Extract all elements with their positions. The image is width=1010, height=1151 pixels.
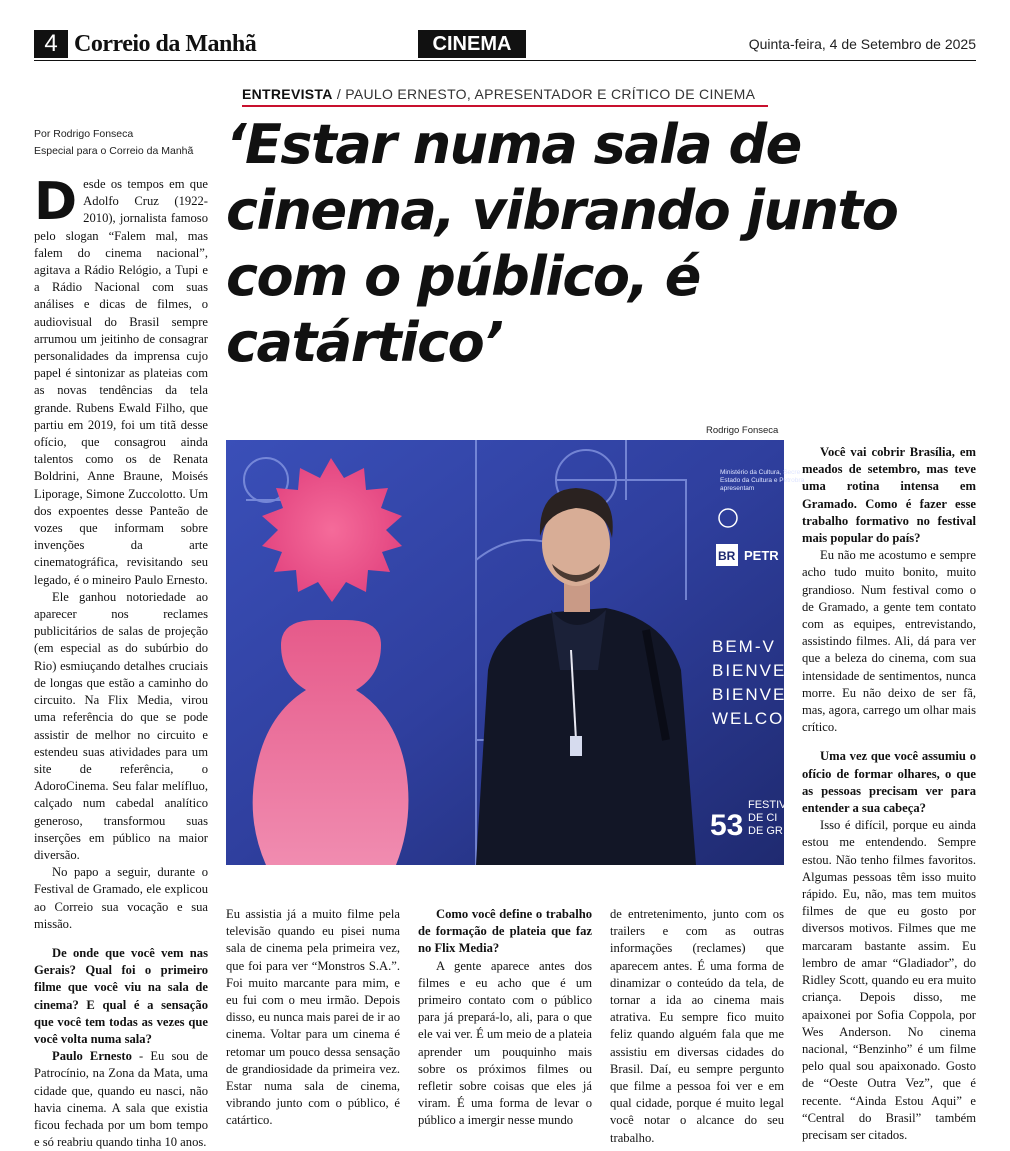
kicker-subject: PAULO ERNESTO, APRESENTADOR E CRÍTICO DE CINEMA xyxy=(345,86,756,102)
photo-illustration xyxy=(226,440,805,865)
interview-answer: Isso é difícil, porque eu ainda estou me entendendo. Sempre estou. Não tenho filmes favoritos. Algumas pessoas têm isso muito rápido. Eu, não, mas tem muitos filmes de que eu gosto por diversos motivos. Filmes que me marcaram bastante assim. Eu lembro de amar “Gladiador”, do Ridley Scott, quando eu era muito criança. Depois disso, me apaixonei por Sofia Coppola, por Wes Anderson. No cinema nacional, “Benzinho” é um filme pelo qual sou apaixonado. Gosto de “Oeste Outra Vez”, que é recente. “Ainda Estou Aqui” e “Central do Brasil” também precisam ser citados. xyxy=(802,818,976,1142)
paragraph-intro xyxy=(34,172,208,589)
backdrop-text-1: BEM-V xyxy=(712,637,776,656)
section-label: CINEMA xyxy=(418,30,526,58)
article-column-4 xyxy=(610,906,784,1147)
paragraph: No papo a seguir, durante o Festival de Gramado, ele explicou ao Correio sua vocação e sua missão. xyxy=(34,865,208,931)
paragraph: Ele ganhou notoriedade ao aparecer nos reclames publicitários de salas de projeção (em especial as do subúrbio do Rio) esmiuçando detalhes cruciais de longas que estão a caminho do circuito. Na Flix Media, virou uma referência do que se pode assistir de melhor no circuito e estendeu suas atividades para um site de referência, o AdoroCinema. Seu falar melífluo, calçado num cabedal analítico generoso, transformou suas inserções em público na maior diversão. xyxy=(34,589,208,862)
interview-answer: de entretenimento, junto com os trailers e com as outras informações (reclames) que aparecem antes. É uma forma de dinamizar o conteúdo da tela, de tornar a ida ao cinema mais atrativa. Eu sempre fico muito feliz quando alguém fala que me assistiu em diversas cidades do Brasil. Daí, eu sempre pergunto que filme a pessoa foi ver e em qual cidade, porque é muito legal você notar o alcance do seu trabalho. xyxy=(610,907,784,1145)
article-column-5 xyxy=(802,444,976,1144)
byline-role: Especial para o Correio da Manhã xyxy=(34,145,194,157)
drop-cap: D xyxy=(34,172,78,232)
festival-edition: 53 xyxy=(710,809,744,842)
answer-text: - Eu sou de Patrocínio, na Zona da Mata, uma cidade que, quando eu nasci, não havia cinema. A sala que existia ficou fechada por um bom tempo e só reabriu quando tinha 10 anos. xyxy=(34,1049,208,1150)
kicker-separator: / xyxy=(332,86,346,102)
sponsor-line-1: Ministério da Cultura, Secre xyxy=(720,469,801,476)
interview-question: De onde que você vem nas Gerais? Qual foi o primeiro filme que você viu na sala de cinema? E qual é a sensação que você tem todas as vezes que você volta numa sala? xyxy=(34,945,208,1046)
masthead: Correio da Manhã xyxy=(74,31,257,57)
article-column-3 xyxy=(418,906,592,1130)
headline: ‘Estar numa sala de cinema, vibrando junto com o público, é catártico’ xyxy=(226,113,898,374)
festival-line-2: DE CI xyxy=(748,812,778,824)
byline-author: Por Rodrigo Fonseca xyxy=(34,128,134,140)
brand-text: PETR xyxy=(744,548,779,563)
interviewee-name: Paulo Ernesto xyxy=(52,1049,132,1064)
sponsor-line-3: apresentam xyxy=(720,485,755,492)
article-column-1 xyxy=(34,172,208,1151)
interview-answer: Eu não me acostumo e sempre acho tudo muito bonito, muito grandioso. Num festival como o de Gramado, a gente tem contato com as equipes, entrevistando, assistindo filmes. Ali, dá para ver que a beleza do cinema, com sua intensidade de sentimentos, nunca morre. Eu não deixo de ser fã, mas, agora, carrego um olhar mais crítico. xyxy=(802,548,976,735)
page-number: 4 xyxy=(34,30,68,58)
br-logo-text: BR xyxy=(718,549,736,563)
photo-credit: Rodrigo Fonseca xyxy=(706,425,779,436)
kicker xyxy=(242,86,755,102)
interview-question: Você vai cobrir Brasília, em meados de setembro, mas teve uma rotina intensa em Gramado. Como é fazer esse trabalho formativo no festival mais popular do país? xyxy=(802,445,976,546)
interview-question: Uma vez que você assumiu o ofício de formar olhares, o que as pessoas precisam ver para entender a sua cabeça? xyxy=(802,749,976,816)
header-rule xyxy=(34,60,976,61)
kicker-label: ENTREVISTA xyxy=(242,86,333,102)
backdrop-text-3: BIENVE xyxy=(712,685,787,704)
interview-question: Como você define o trabalho de formação de plateia que faz no Flix Media? xyxy=(418,907,592,956)
paragraph: Eu assistia já a muito filme pela televisão quando eu pisei numa sala de cinema pela primeira vez, que foi para ver “Monstros S.A.”. Foi muito marcante para mim, e eu fui com o meu irmão. Depois disso, eu nunca mais parei de ir ao cinema. Voltar para um cinema é retomar um pouco dessa sensação de grandiosidade da primeira vez. Estar numa sala de cinema, vibrando junto com o público, é catártico. xyxy=(226,907,400,1128)
festival-line-3: DE GR xyxy=(748,825,783,837)
festival-line-1: FESTIV xyxy=(748,799,787,811)
intro-text: esde os tempos em que Adolfo Cruz (1922-2010), jornalista famoso pelo slogan “Falem mal, mas falem do cinema nacional”, agitava a Rádio Relógio, a Tupi e a Rádio Nacional com suas análises e dicas de filmes, o audiovisual do Brasil sempre arrumou um jeitinho de consagrar personalidades da imprensa cujo papel é sintonizar as plateias com as novas tendências da tela grande. Rubens Ewald Filho, que partiu em 2019, foi um titã desse ofício, que consagrou ainda talentos como os de Renata Boldrini, Anne Braune, Moisés Liporage, Simone Zuccolotto. Um dos expoentes desse Panteão de vozes que informam sobre invenções da arte cinematográfica, revisitando seu legado, é o mineiro Paulo Ernesto. xyxy=(34,177,208,587)
backdrop-text-4: WELCO xyxy=(712,709,785,728)
article-column-2 xyxy=(226,906,400,1130)
article-photo xyxy=(226,440,805,865)
byline xyxy=(34,126,193,160)
issue-date: Quinta-feira, 4 de Setembro de 2025 xyxy=(748,36,976,52)
kicker-underline xyxy=(242,105,768,107)
sponsor-line-2: Estado da Cultura e Petrobra xyxy=(720,477,805,484)
backdrop-text-2: BIENVE xyxy=(712,661,787,680)
interview-answer xyxy=(34,1048,208,1151)
interview-answer: A gente aparece antes dos filmes e eu acho que é um primeiro contato com o público para já prepará-lo, ali, para o que ele vai ver. É um meio de a plateia aprender um pouquinho mais sobre os próximos filmes ou refletir sobre coisas que eles já viram. É uma forma de levar o público a imergir nesse mundo xyxy=(418,958,592,1128)
